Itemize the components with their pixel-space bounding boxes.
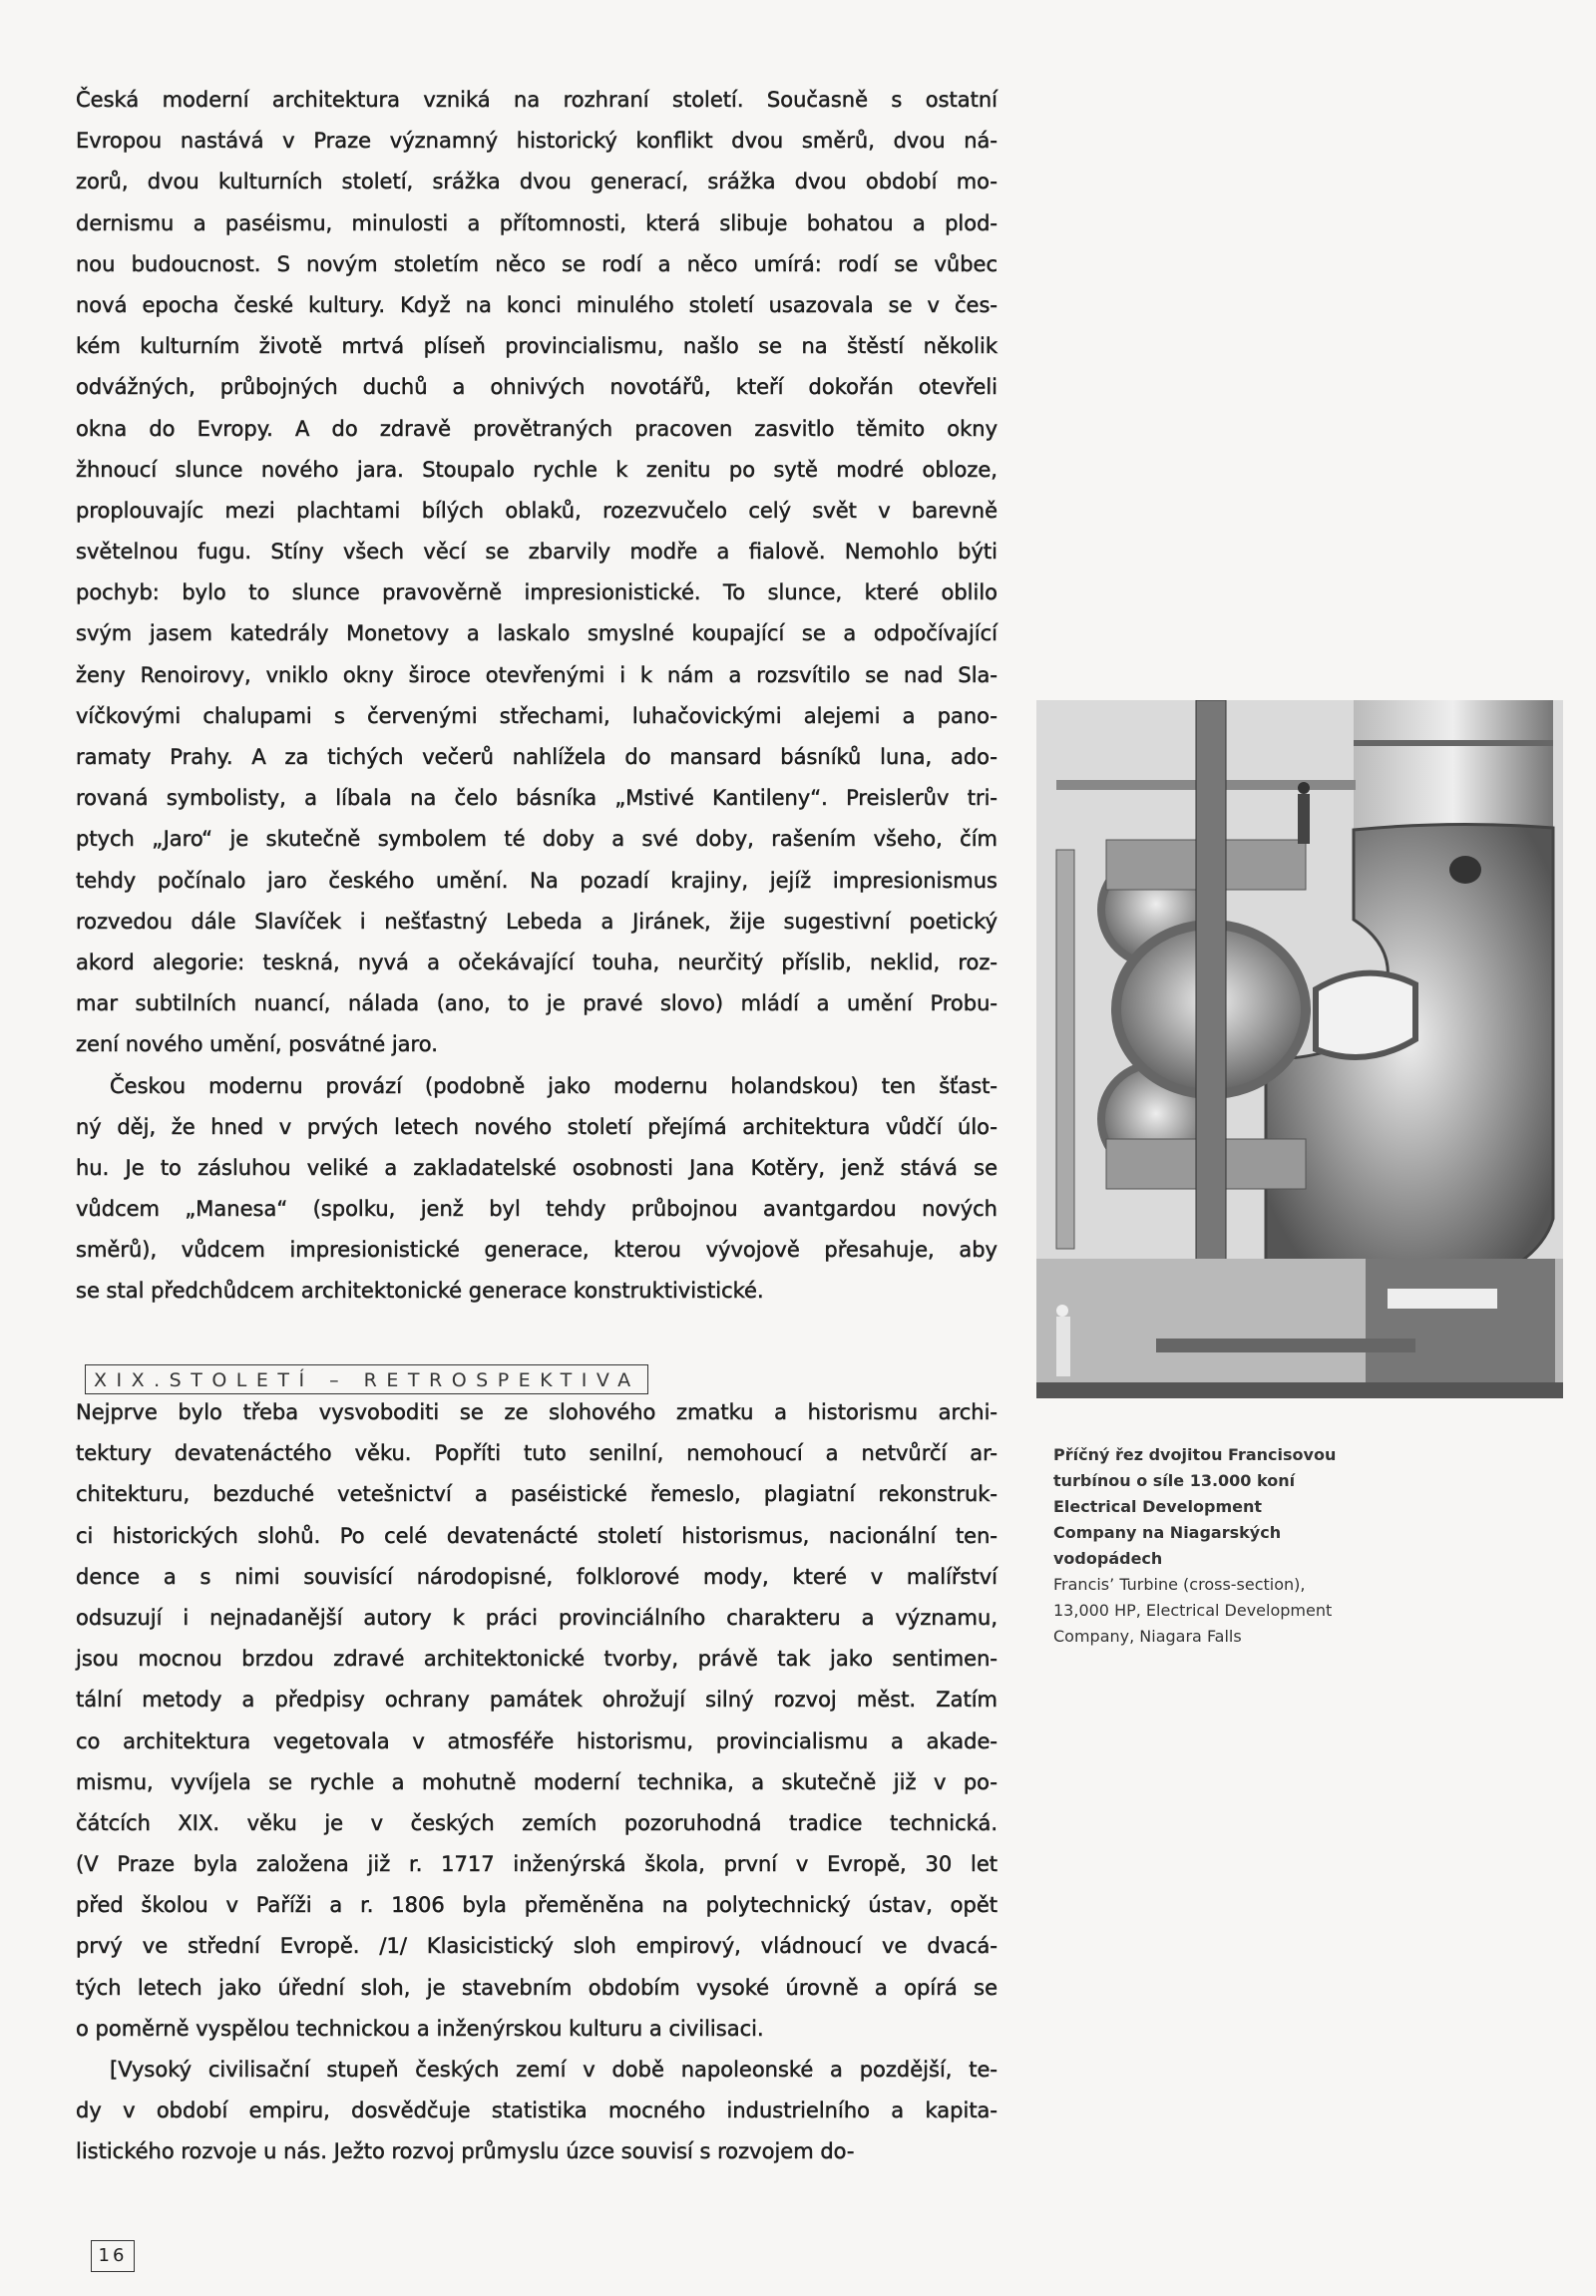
text-line: nou budoucnost. S novým stoletím něco se rodí a něco umírá: rodí se vůbec	[76, 251, 998, 276]
text-line: před školou v Paříži a r. 1806 byla přeměněna na polytechnický ústav, opět	[76, 1893, 998, 1918]
text-line: vůdcem „Manesa“ (spolku, jenž byl tehdy průbojnou avantgardou nových	[76, 1197, 998, 1222]
text-line: kém kulturním životě mrtvá plíseň provincialismu, našlo se na štěstí několik	[76, 334, 998, 359]
caption-english-line: Company, Niagara Falls	[1053, 1627, 1242, 1646]
text-line: ptych „Jaro“ je skutečně symbolem té doby a své doby, rašením všeho, čím	[76, 827, 998, 852]
caption-english-line: Francis’ Turbine (cross-section),	[1053, 1575, 1306, 1594]
text-line: o poměrně vyspělou technickou a inženýrskou kulturu a civilisaci.	[76, 2016, 764, 2041]
text-line: Českou modernu provází (podobně jako modernu holandskou) ten šťast-	[110, 1073, 998, 1098]
text-line: dence a s nimi souvisící národopisné, folklorové mody, které v malířství	[76, 1564, 998, 1589]
text-line: čátcích XIX. věku je v českých zemích pozoruhodná tradice technická.	[76, 1810, 998, 1835]
text-line: tehdy počínalo jaro českého umění. Na pozadí krajiny, jejíž impresionismus	[76, 868, 998, 893]
text-line: pochyb: bylo to slunce pravověrně impresionistické. To slunce, které oblilo	[76, 580, 998, 605]
text-line: proplouvajíc mezi plachtami bílých oblaků, rozezvučelo celý svět v barevně	[76, 498, 998, 523]
text-line: svým jasem katedrály Monetovy a laskalo smyslné koupající se a odpočívající	[76, 621, 998, 646]
body-text-section-2	[76, 1392, 998, 2173]
text-line: víčkovými chalupami s červenými střechami, luhačovickými alejemi a pano-	[76, 703, 998, 728]
text-line: akord alegorie: teskná, nyvá a očekávající touha, neurčitý příslib, neklid, roz-	[76, 950, 998, 974]
page-number: 16	[91, 2240, 135, 2272]
turbine-illustration	[1036, 700, 1563, 1398]
caption-czech-line: Company na Niagarských	[1053, 1523, 1282, 1542]
text-line: jsou mocnou brzdou zdravé architektonické tvorby, právě tak jako sentimen-	[76, 1647, 998, 1672]
text-line: dy v období empiru, dosvědčuje statistika mocného industrielního a kapita-	[76, 2099, 998, 2123]
caption-czech-line: turbínou o síle 13.000 koní	[1053, 1471, 1296, 1490]
text-line: nová epocha české kultury. Když na konci minulého století usazovala se v čes-	[76, 292, 998, 317]
text-line: směrů), vůdcem impresionistické generace, kterou vývojově přesahuje, aby	[76, 1238, 998, 1263]
body-text-section-1	[76, 80, 998, 1313]
text-line: co architektura vegetovala v atmosféře historismu, provincialismu a akade-	[76, 1728, 998, 1753]
text-line: hu. Je to zásluhou veliké a zakladatelské osobnosti Jana Kotěry, jenž stává se	[76, 1155, 998, 1180]
text-line: mar subtilních nuancí, nálada (ano, to je pravé slovo) mládí a umění Probu-	[76, 991, 998, 1016]
text-line: ramaty Prahy. A za tichých večerů nahlížela do mansard básníků luna, ado-	[76, 745, 998, 769]
text-line: Česká moderní architektura vzniká na rozhraní století. Současně s ostatní	[76, 88, 998, 112]
text-line: zení nového umění, posvátné jaro.	[76, 1032, 438, 1057]
text-line: ci historických slohů. Po celé devatenácté století historismus, nacionální ten-	[76, 1523, 998, 1548]
caption-czech-line: vodopádech	[1053, 1549, 1163, 1568]
text-line: listického rozvoje u nás. Ježto rozvoj průmyslu úzce souvisí s rozvojem do-	[76, 2139, 855, 2164]
text-line: prvý ve střední Evropě. /1/ Klasicistický sloh empirový, vládnoucí ve dvacá-	[76, 1934, 998, 1959]
text-line: ženy Renoirovy, vniklo okny široce otevřenými i k nám a rozsvítilo se nad Sla-	[76, 662, 998, 687]
text-line: odsuzují i nejnadanější autory k práci provinciálního charakteru a významu,	[76, 1605, 998, 1630]
caption-english-line: 13,000 HP, Electrical Development	[1053, 1601, 1333, 1620]
text-line: [Vysoký civilisační stupeň českých zemí v době napoleonské a pozdější, te-	[110, 2058, 998, 2082]
text-line: odvážných, průbojných duchů a ohnivých novotářů, kteří dokořán otevřeli	[76, 375, 998, 400]
text-line: Nejprve bylo třeba vysvoboditi se ze slohového zmatku a historismu archi-	[76, 1400, 998, 1424]
text-line: žhnoucí slunce nového jara. Stoupalo rychle k zenitu po sytě modré obloze,	[76, 457, 998, 482]
text-line: okna do Evropy. A do zdravě provětraných pracoven zasvitlo těmito okny	[76, 416, 998, 441]
text-line: chitekturu, bezduché vetešnictví a paséistické řemeslo, plagiatní rekonstruk-	[76, 1482, 998, 1507]
text-line: tých letech jako úřední sloh, je stavebním obdobím vysoké úrovně a opírá se	[76, 1975, 998, 2000]
text-line: tektury devatenáctého věku. Popříti tuto senilní, nemohoucí a netvůrčí ar-	[76, 1441, 998, 1466]
text-line: (V Praze byla založena již r. 1717 inženýrská škola, první v Evropě, 30 let	[76, 1852, 998, 1877]
text-line: Evropou nastává v Praze významný historický konflikt dvou směrů, dvou ná-	[76, 129, 998, 154]
caption-czech-line: Electrical Development	[1053, 1497, 1263, 1516]
text-line: dernismu a paséismu, minulosti a přítomnosti, která slibuje bohatou a plod-	[76, 210, 998, 235]
figure-caption	[1053, 1442, 1393, 1650]
section-heading: XIX.STOLETÍ – RETROSPEKTIVA	[85, 1364, 648, 1394]
text-line: tální metody a předpisy ochrany památek ohrožují silný rozvoj měst. Zatím	[76, 1688, 998, 1713]
text-line: zorů, dvou kulturních století, srážka dvou generací, srážka dvou období mo-	[76, 170, 998, 194]
caption-czech-line: Příčný řez dvojitou Francisovou	[1053, 1445, 1337, 1464]
text-line: rozvedou dále Slavíček i nešťastný Lebeda a Jiránek, žije sugestivní poetický	[76, 909, 998, 934]
text-line: světelnou fugu. Stíny všech věcí se zbarvily modře a fialově. Nemohlo býti	[76, 540, 998, 565]
text-line: ný děj, že hned v prvých letech nového století přejímá architektura vůdčí úlo-	[76, 1114, 998, 1139]
text-line: mismu, vyvíjela se rychle a mohutně moderní technika, a skutečně již v po-	[76, 1769, 998, 1794]
text-line: se stal předchůdcem architektonické generace konstruktivistické.	[76, 1279, 764, 1304]
text-line: rovaná symbolisty, a líbala na čelo básníka „Mstivé Kantileny“. Preislerův tri-	[76, 786, 998, 811]
